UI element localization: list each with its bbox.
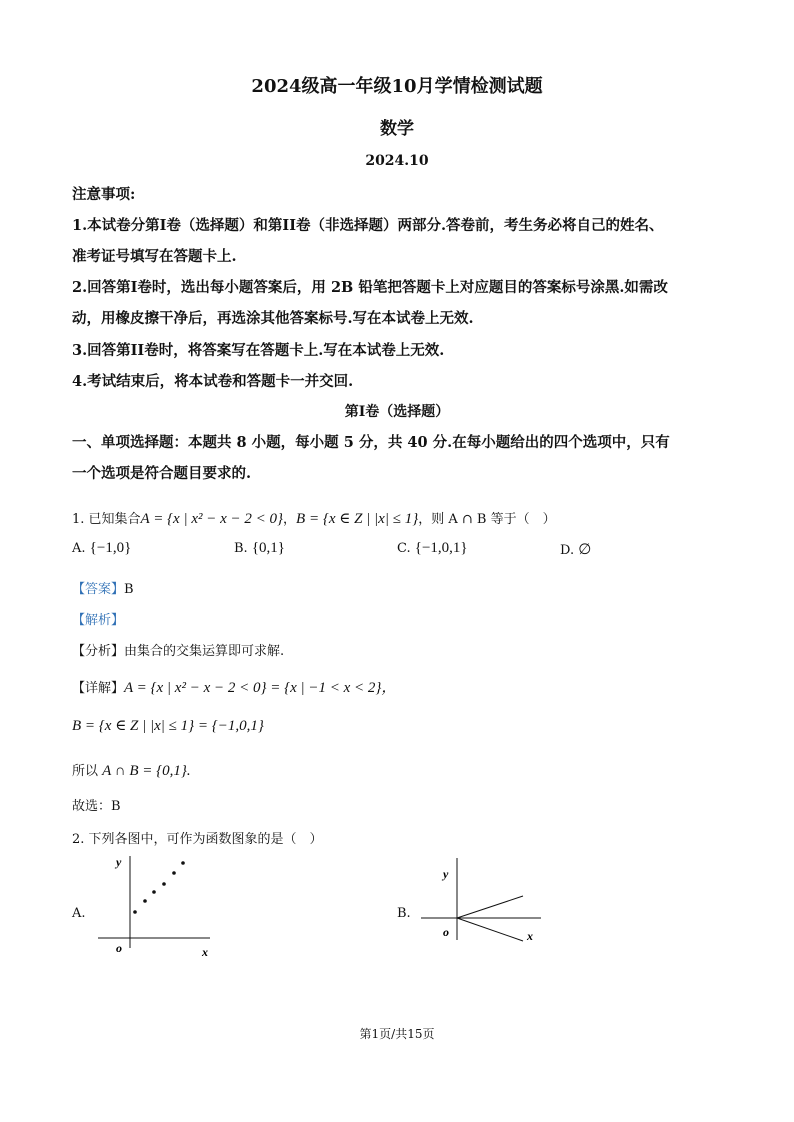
question-1-tail: ，则 A ∩ B 等于（ ）: [418, 512, 556, 527]
notice-line: 3.回答第II卷时，将答案写在答题卡上.写在本试卷上无效.: [72, 342, 445, 359]
origin-label: o: [443, 925, 449, 939]
option-b: B. {0,1}: [234, 540, 285, 556]
fenxi-tag: 【分析】: [72, 644, 125, 659]
option-b-value: {0,1}: [251, 540, 285, 556]
x-axis-label: x: [202, 945, 208, 959]
section-intro: 一、单项选择题：本题共 8 小题，每小题 5 分，共 40 分.在每小题给出的四个选项中，只有: [72, 434, 670, 451]
detail-tag: 【详解】: [72, 681, 125, 696]
data-point: [143, 899, 147, 903]
set-a: A = {x | x² − x − 2 < 0}: [140, 511, 284, 527]
subject-title: 数学: [380, 119, 414, 139]
graph-a: [92, 852, 222, 964]
data-point: [152, 890, 156, 894]
detail-formula-1: A = {x | x² − x − 2 < 0} = {x | −1 < x < 2}，: [124, 680, 397, 696]
set-b: B = {x ∈ Z | |x| ≤ 1}: [296, 511, 419, 527]
y-axis-label: y: [443, 867, 449, 881]
y-axis-label: y: [116, 855, 122, 869]
notice-line: 准考证号填写在答题卡上.: [72, 248, 237, 265]
question-1-prefix: 1. 已知集合: [72, 512, 141, 527]
option-d: D. ∅: [560, 542, 592, 558]
choose-line: 故选：B: [72, 799, 121, 814]
data-point: [162, 882, 166, 886]
option-a: A. {−1,0}: [72, 540, 132, 556]
detail-line-1: [72, 676, 396, 697]
analysis-tag: 【解析】: [72, 613, 125, 628]
lower-ray: [457, 918, 523, 941]
fenxi-text: 由集合的交集运算即可求解.: [124, 644, 285, 659]
notice-line: 4.考试结束后，将本试卷和答题卡一并交回.: [72, 373, 354, 390]
option-a-value: {−1,0}: [89, 540, 132, 556]
answer-line: [72, 578, 134, 597]
page-footer: 第1页/共15页: [359, 1027, 435, 1041]
option-a-label: A.: [72, 906, 86, 921]
answer-value: B: [124, 582, 134, 597]
fenxi-line: [72, 640, 284, 659]
option-b-label: B.: [397, 906, 411, 921]
section-intro: 一个选项是符合题目要求的.: [72, 465, 252, 482]
separator: ，: [283, 512, 297, 527]
conclusion-line: [72, 760, 191, 780]
notice-line: 动，用橡皮擦干净后，再选涂其他答案标号.写在本试卷上无效.: [72, 310, 474, 327]
notice-line: 1.本试卷分第I卷（选择题）和第II卷（非选择题）两部分.答卷前，考生务必将自己的姓名、: [72, 217, 664, 234]
detail-line-2: [72, 716, 264, 735]
option-c-value: {−1,0,1}: [414, 540, 468, 556]
origin-label: o: [116, 941, 122, 955]
option-d-value: ∅: [578, 542, 592, 558]
graph-b: [415, 852, 545, 952]
upper-ray: [457, 896, 523, 918]
exam-date: 2024.10: [365, 153, 429, 169]
data-point: [181, 861, 185, 865]
data-point: [172, 871, 176, 875]
detail-formula-2: B = {x ∈ Z | |x| ≤ 1} = {−1,0,1}: [72, 718, 264, 734]
data-point: [133, 910, 137, 914]
x-axis-label: x: [527, 929, 533, 943]
notice-heading: 注意事项:: [72, 186, 136, 203]
notice-line: 2.回答第I卷时，选出每小题答案后，用 2B 铅笔把答题卡上对应题目的答案标号涂黑.如需改: [72, 279, 668, 296]
section-title: 第I卷（选择题）: [344, 404, 450, 420]
paper-title: 2024级高一年级10月学情检测试题: [251, 76, 543, 97]
question-2-stem: 2. 下列各图中，可作为函数图象的是（ ）: [72, 832, 323, 847]
conclusion-formula: A ∩ B = {0,1}.: [102, 763, 191, 779]
answer-tag: 【答案】: [72, 582, 125, 597]
option-c: C. {−1,0,1}: [397, 540, 468, 556]
question-1-stem: [72, 508, 556, 528]
conclusion-prefix: 所以: [72, 764, 103, 779]
